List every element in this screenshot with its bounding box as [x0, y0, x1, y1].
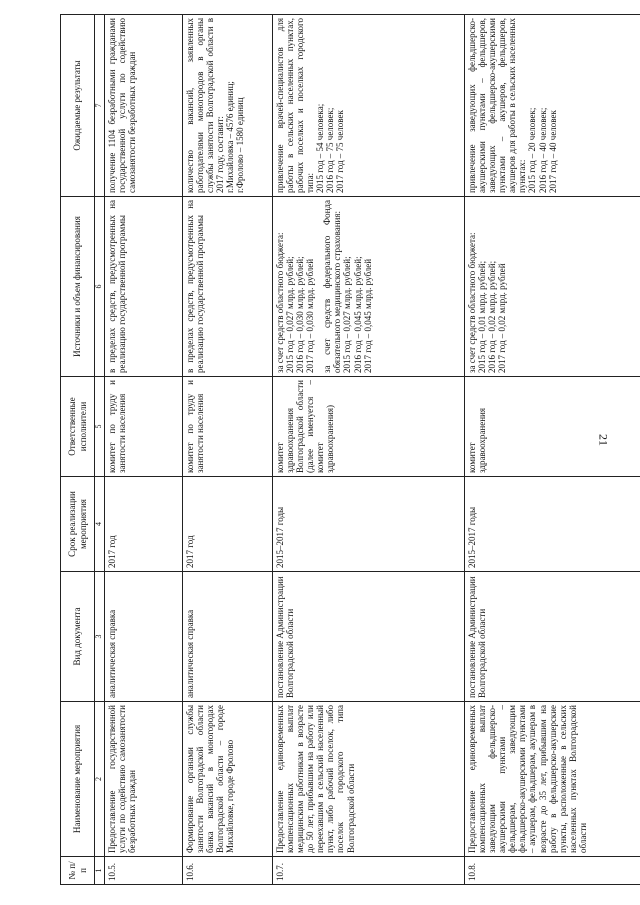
header-exec: Ответственные исполнители — [61, 377, 95, 477]
fund-line: за счет средств федерального Фонда обязательного медицинского страхования: — [322, 200, 343, 373]
row-exec: комитет по труду и занятости населения — [182, 377, 272, 477]
fund-line: 2016 год – 0,030 млрд. рублей; — [295, 256, 306, 373]
table-row — [272, 15, 464, 885]
fund-line: 2017 год – 0,030 млрд. рублей — [305, 258, 316, 373]
column-number: 5 — [95, 377, 105, 477]
row-doc: постановление Администрации Волгоградской области — [464, 572, 640, 702]
column-numbers-row — [95, 15, 105, 885]
row-exec: комитет по труду и занятости населения — [104, 377, 182, 477]
table-row — [104, 15, 182, 885]
result-line: 2015 год – 20 человек; — [527, 107, 538, 193]
rotated-page — [60, 15, 620, 885]
result-line: привлечение врачей-специалистов для работы в сельских населенных пунктах, рабочих поселках и поселках городского типа: — [274, 18, 316, 193]
table-row — [464, 15, 640, 885]
column-number: 7 — [95, 15, 105, 197]
result-line: 2016 год – 40 человек; — [537, 107, 548, 193]
row-name: Предоставление единовременных компенсационных выплат заведующим фельдшерско-акушерскими пунктами – фельдшерам, заведующим фельдшерско-акушерскими пунктами – акушерам, фельдшерам, акушерам в возрасте до 35 лет, прибывшим на работу в фельдшерско-акушерские пункты, расположенные в сельских населенных пунктах Волгоградской области — [464, 702, 640, 857]
result-line: 2016 год – 75 человек; — [325, 107, 336, 193]
row-result — [464, 15, 640, 197]
fund-gap — [315, 200, 322, 373]
fund-line: за счет средств областного бюджета: — [466, 232, 477, 373]
column-number: 6 — [95, 197, 105, 377]
row-fund — [272, 197, 464, 377]
row-term: 2015–2017 годы — [272, 477, 464, 572]
row-term: 2015–2017 годы — [464, 477, 640, 572]
result-line: г.Фролово – 1580 единиц — [235, 97, 246, 193]
header-doc: Вид документа — [61, 572, 95, 702]
column-number: 2 — [95, 702, 105, 857]
fund-line: в пределах средств, предусмотренных на реализацию государственной программы — [106, 200, 128, 373]
row-num: 10.8. — [464, 857, 640, 885]
row-exec: комитет здравоохранения Волгоградской области (далее именуется – комитет здравоохранения) — [272, 377, 464, 477]
row-term: 2017 год — [104, 477, 182, 572]
header-result: Ожидаемые результаты — [61, 15, 95, 197]
row-exec: комитет здравоохранения — [464, 377, 640, 477]
column-number: 4 — [95, 477, 105, 572]
fund-line: 2015 год – 0,027 млрд. рублей; — [285, 256, 296, 373]
row-result — [182, 15, 272, 197]
row-doc: постановление Администрации Волгоградской области — [272, 572, 464, 702]
result-line: привлечение заведующих фельдшерско-акушерскими пунктами – фельдшеров, заведующих фельдшерско-акушерскими пунктами – акушеров, фельдшеров, акушеров для работы в сельских населенных пунктах: — [466, 18, 528, 193]
header-fund: Источники и объем финансирования — [61, 197, 95, 377]
measures-table — [60, 14, 640, 885]
row-name: Формирование органами службы занятости Волгоградской области банка вакансий в моногородах Волгоградской области – городе Михайловке, городе Фролово — [182, 702, 272, 857]
fund-line: 2016 год – 0,02 млрд. рублей; — [487, 260, 498, 373]
fund-line: 2016 год – 0,045 млрд. рублей; — [352, 256, 363, 373]
result-line: 2017 год – 75 человек — [335, 110, 346, 193]
result-line: количество вакансий, заявленных работодателями моногородов в органы службы занятости Волгоградской области в 2017 году, составит: — [184, 18, 226, 193]
row-fund — [182, 197, 272, 377]
row-doc: аналитическая справка — [104, 572, 182, 702]
row-result — [104, 15, 182, 197]
column-number: 1 — [95, 857, 105, 885]
row-term: 2017 год — [182, 477, 272, 572]
row-doc: аналитическая справка — [182, 572, 272, 702]
fund-line: 2015 год – 0,027 млрд. рублей; — [342, 256, 353, 373]
table-header — [61, 15, 105, 885]
fund-line: 2017 год – 0,045 млрд. рублей — [362, 258, 373, 373]
header-term: Срок реализации мероприятия — [61, 477, 95, 572]
row-name: Предоставление единовременных компенсационных выплат медицинским работникам в возрасте до 50 лет, прибывшим на работу или переехавшим в сельский населенный пункт, либо рабочий поселок, либо поселок городского типа Волгоградской области — [272, 702, 464, 857]
fund-line: в пределах средств, предусмотренных на реализацию государственной программы — [184, 200, 206, 373]
result-line: 2015 год – 54 человека; — [315, 103, 326, 193]
result-line: получение 1104 безработными гражданами государственной услуги по содействию самозанятости безработных граждан — [106, 18, 138, 193]
header-num: № п/п — [61, 857, 95, 885]
row-num: 10.5. — [104, 857, 182, 885]
fund-line: 2017 год – 0,02 млрд. рублей — [497, 263, 508, 373]
page-number: 21 — [596, 434, 611, 446]
row-result — [272, 15, 464, 197]
fund-line: за счет средств областного бюджета: — [274, 232, 285, 373]
result-line: г.Михайловка – 4576 единиц; — [225, 81, 236, 193]
row-num: 10.7. — [272, 857, 464, 885]
row-name: Предоставление государственной услуги по содействию самозанятости безработных граждан — [104, 702, 182, 857]
row-fund — [464, 197, 640, 377]
fund-line: 2015 год – 0,01 млрд. рублей; — [477, 260, 488, 373]
column-number: 3 — [95, 572, 105, 702]
table-row — [182, 15, 272, 885]
result-line: 2017 год – 40 человек — [547, 110, 558, 193]
row-num: 10.6. — [182, 857, 272, 885]
header-name: Наименование мероприятия — [61, 702, 95, 857]
row-fund — [104, 197, 182, 377]
